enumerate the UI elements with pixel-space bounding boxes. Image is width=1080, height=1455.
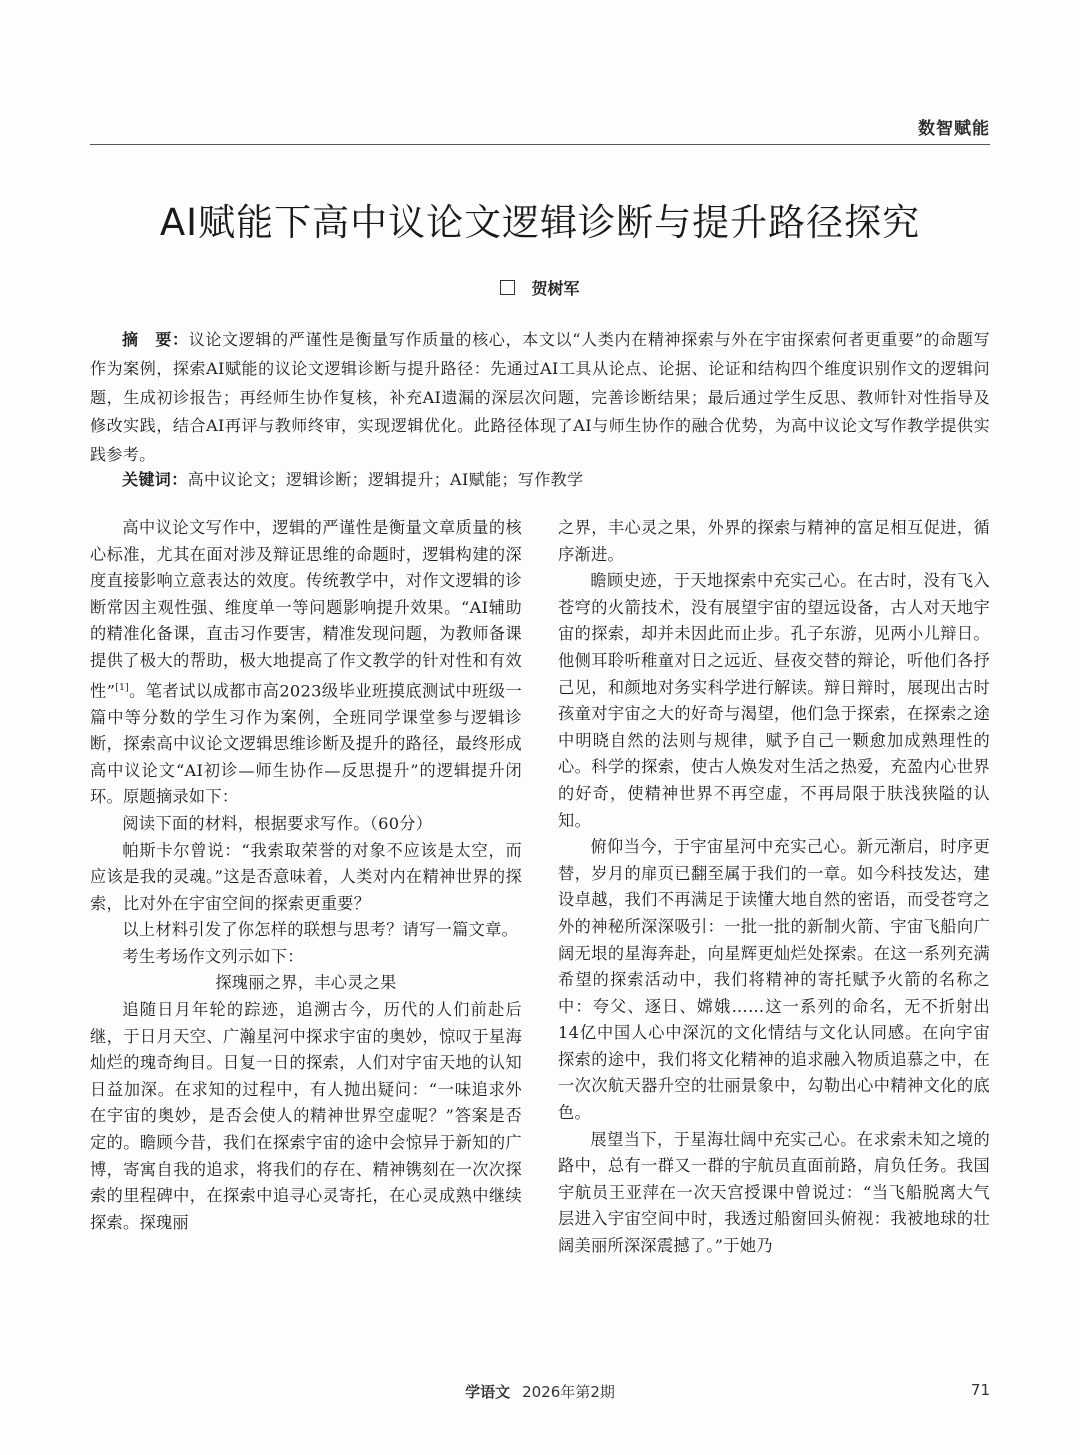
author-name: 贺树军 (531, 279, 580, 298)
article-title: AI赋能下高中议论文逻辑诊断与提升路径探究 (159, 201, 921, 244)
section-label: 数智赋能 (918, 119, 990, 139)
keywords-label: 关键词： (122, 470, 188, 489)
abstract (90, 326, 990, 470)
keywords (90, 466, 990, 494)
prompt-paragraph: 以上材料引发了你怎样的联想与思考？请写一篇文章。 (122, 920, 519, 940)
abstract-label: 摘 要： (122, 330, 189, 349)
essay-paragraph: 追随日月年轮的踪迹，追溯古今，历代的人们前赴后继，于日月天空、广瀚星河中探求宇宙的奥妙，惊叹于星海灿烂的瑰奇绚目。日复一日的探索，人们对宇宙天地的认知日益加深。在求知的过程中，有人抛出疑问：“一味追求外在宇宙的奥妙，是否会使人的精神世界空虚呢？”答案是否定的。瞻顾今昔，我们在探索宇宙的途中会惊异于新知的广博，寄寓自我的追求，将我们的存在、精神镌刻在一次次探索的里程碑中，在探索中追寻心灵寄托，在心灵成熟中继续探索。探瑰丽 (90, 1000, 522, 1232)
essay-paragraph: 之界，丰心灵之果，外界的探索与精神的富足相互促进，循序渐进。 (558, 518, 990, 564)
left-column (90, 515, 522, 1236)
issue-label: 2026年第2期 (522, 1383, 615, 1401)
essay-paragraph: 瞻顾史迹，于天地探索中充实己心。在古时，没有飞入苍穹的火箭技术，没有展望宇宙的望远设备，古人对天地宇宙的探索，却并未因此而止步。孔子东游，见两小儿辩日。他侧耳聆听稚童对日之远近、昼夜交替的辩论，听他们各抒己见，和颜地对务实科学进行解读。辩日辩时，展现出古时孩童对宇宙之大的好奇与渴望，他们急于探索，在探索之途中明晓自然的法则与规律，赋予自己一颗愈加成熟理性的心。科学的探索，使古人焕发对生活之热爱，充盈内心世界的好奇，使精神世界不再空虚，不再局限于肤浅狭隘的认知。 (558, 571, 990, 830)
body-paragraph: 高中议论文写作中，逻辑的严谨性是衡量文章质量的核心标准，尤其在面对涉及辩证思维的命题时，逻辑构建的深度直接影响立意表达的效度。传统教学中，对作文逻辑的诊断常因主观性强、维度单一等问题影响提升效果。“AI辅助的精准化备课，直击习作要害，精准发现问题，为教师备课提供了极大的帮助，极大地提高了作文教学的针对性和有效性”[1]。笔者试以成都市高2023级毕业班摸底测试中班级一篇中等分数的学生习作为案例，全班同学课堂参与逻辑诊断，探索高中议论文逻辑思维诊断及提升的路径，最终形成高中议论文“AI初诊—师生协作—反思提升”的逻辑提升闭环。原题摘录如下： (90, 518, 522, 807)
keywords-text: 高中议论文；逻辑诊断；逻辑提升；AI赋能；写作教学 (187, 470, 584, 489)
right-column (558, 515, 990, 1260)
essay-title: 探瑰丽之界，丰心灵之果 (215, 973, 397, 993)
footer (0, 1381, 1080, 1402)
page-number: 71 (970, 1381, 990, 1399)
abstract-text: 议论文逻辑的严谨性是衡量写作质量的核心，本文以“人类内在精神探索与外在宇宙探索何者更重要”的命题写作为案例，探索AI赋能的议论文逻辑诊断与提升路径：先通过AI工具从论点、论据、论证和结构四个维度识别作文的逻辑问题，生成初诊报告；再经师生协作复核，补充AI遗漏的深层次问题，完善诊断结果；最后通过学生反思、教师针对性指导及修改实践，结合AI再评与教师终审，实现逻辑优化。此路径体现了AI与师生协作的融合优势，为高中议论文写作教学提供实践参考。 (90, 330, 990, 465)
header-rule (90, 144, 990, 145)
journal-name: 学语文 (465, 1383, 511, 1401)
abstract-paragraph (90, 326, 990, 470)
citation-ref: [1] (115, 682, 129, 693)
essay-intro: 考生考场作文列示如下： (122, 946, 304, 966)
essay-paragraph: 展望当下，于星海壮阔中充实己心。在求索未知之境的路中，总有一群又一群的宇航员直面前路，肩负任务。我国宇航员王亚萍在一次天宫授课中曾说过：“当飞船脱离大气层进入宇宙空间中时，我透过船窗回头俯视：我被地球的壮阔美丽所深深震撼了。”于她乃 (558, 1129, 990, 1256)
author-line (0, 276, 1080, 299)
prompt-paragraph: 帕斯卡尔曾说：“我索取荣誉的对象不应该是太空，而应该是我的灵魂。”这是否意味着，人类对内在精神世界的探索，比对外在宇宙空间的探索更重要？ (90, 840, 522, 913)
square-icon (500, 280, 515, 295)
essay-paragraph: 俯仰当今，于宇宙星河中充实己心。新元渐启，时序更替，岁月的扉页已翻至属于我们的一章。如今科技发达，建设卓越，我们不再满足于读懂大地自然的密语，而受苍穹之外的神秘所深深吸引：一批一批的新制火箭、宇宙飞船向广阔无垠的星海奔赴，向星辉更灿烂处探索。在这一系列充满希望的探索活动中，我们将精神的寄托赋予火箭的名称之中：夸父、逐日、嫦娥……这一系列的命名，无不折射出14亿中国人心中深沉的文化情结与文化认同感。在向宇宙探索的途中，我们将文化精神的追求融入物质追慕之中，在一次次航天器升空的壮丽景象中，勾勒出心中精神文化的底色。 (558, 837, 990, 1123)
prompt-paragraph: 阅读下面的材料，根据要求写作。（60分） (122, 813, 433, 833)
